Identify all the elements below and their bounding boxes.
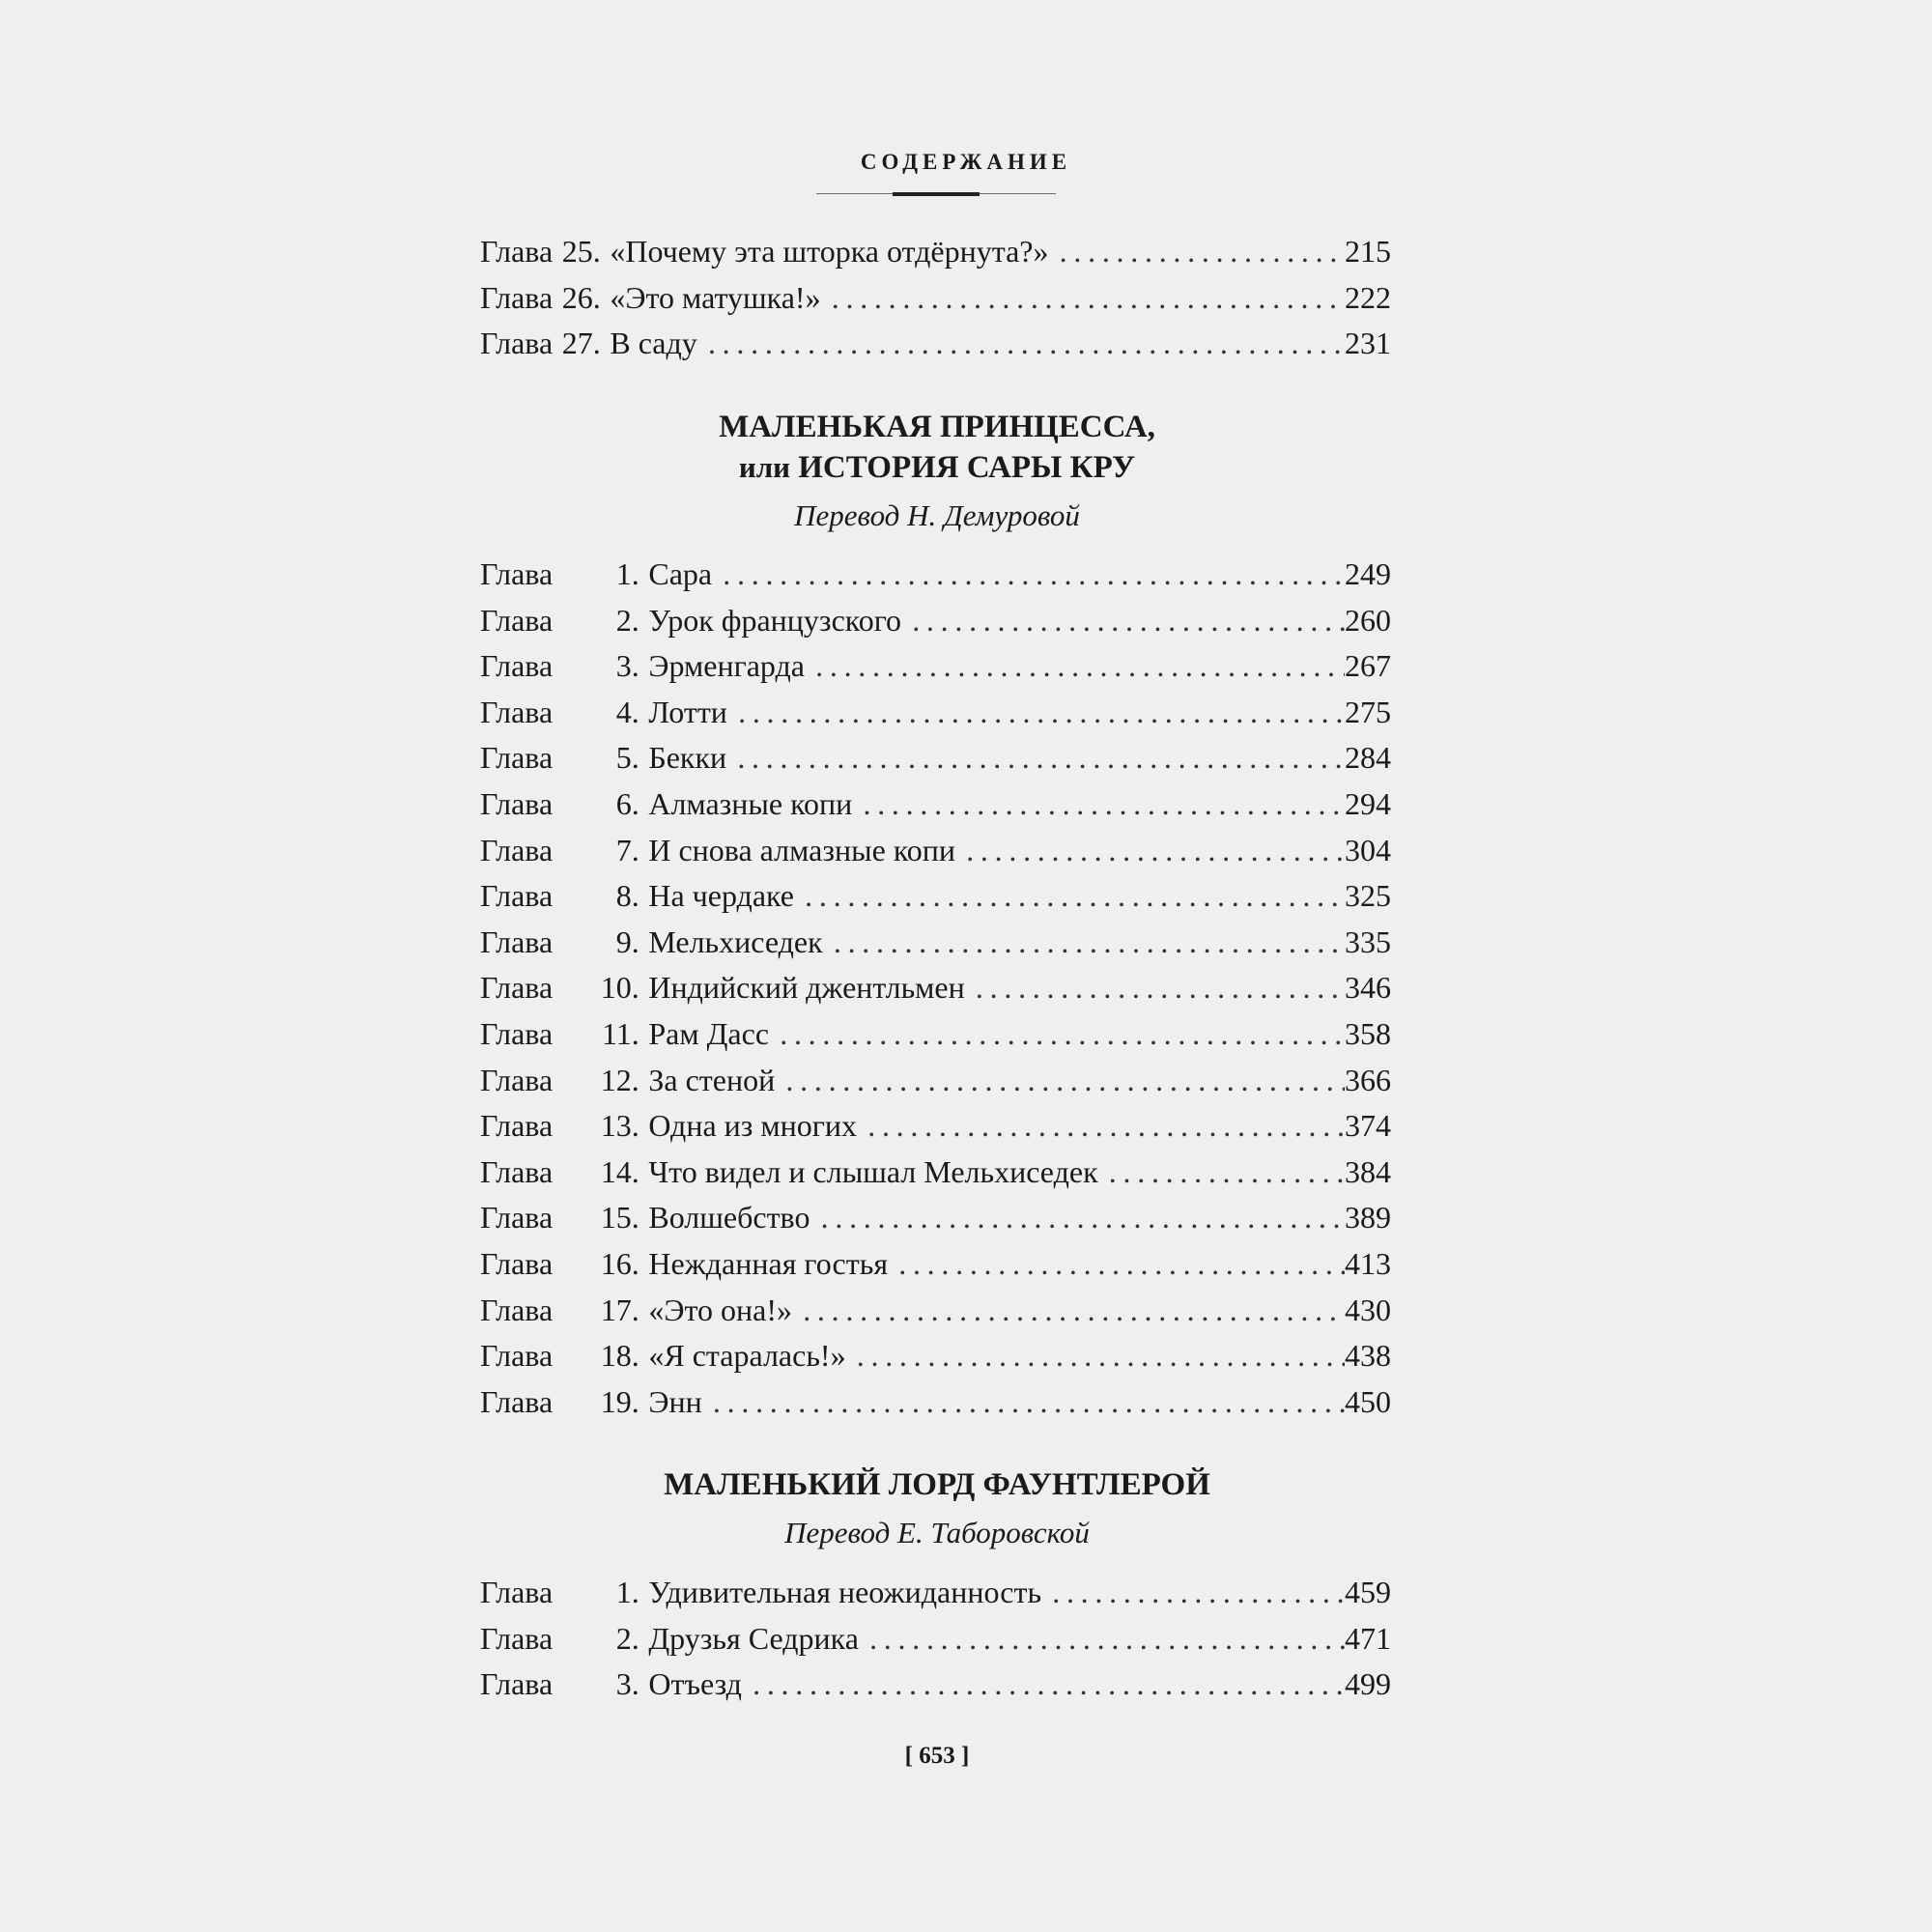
toc-entry-leader: [859, 1616, 1345, 1662]
toc-entry-leader: [821, 275, 1345, 322]
toc-entry-title: «Это она!»: [648, 1292, 793, 1327]
toc-entry-title: Отъезд: [648, 1666, 742, 1702]
toc-entry[interactable]: [480, 1195, 1391, 1241]
toc-entry-number: 3.: [615, 1666, 639, 1702]
toc-entry-label: Глава: [480, 832, 554, 867]
toc-entry-title: Лотти: [648, 694, 727, 729]
toc-entry-title: «Я старалась!»: [648, 1338, 846, 1374]
toc-entry-number: 12.: [600, 1062, 639, 1097]
toc-entry-title: Мельхиседек: [648, 923, 823, 959]
toc-entry-number: 1.: [615, 1575, 639, 1609]
toc-entry-number: 1.: [615, 556, 639, 591]
toc-entry-number: 25.: [561, 234, 601, 269]
toc-entry-leader: [726, 735, 1345, 781]
toc-entry[interactable]: [480, 1058, 1391, 1104]
book-title-conjunction: или: [738, 450, 790, 484]
toc-entry-label: Глава: [480, 279, 554, 315]
toc-entry-page: 450: [1345, 1383, 1391, 1419]
toc-entry[interactable]: [480, 735, 1391, 781]
toc-entry-number: 9.: [615, 923, 639, 959]
toc-entry-leader: [901, 598, 1345, 644]
toc-entry-label: Глава: [480, 1575, 554, 1609]
toc-entry-leader: [955, 828, 1345, 874]
book-title: МАЛЕНЬКИЙ ЛОРД ФАУНТЛЕРОЙ: [664, 1467, 1210, 1502]
toc-entry-title: Энн: [648, 1383, 702, 1419]
toc-entry-page: 389: [1345, 1200, 1391, 1236]
toc-entry-number: 14.: [600, 1153, 639, 1189]
toc-entry-label: Глава: [480, 1245, 554, 1281]
toc-entry-leader: [1098, 1150, 1345, 1196]
toc-entry-number: 11.: [601, 1015, 639, 1051]
toc-entry-leader: [857, 1103, 1345, 1150]
toc-entry[interactable]: [480, 965, 1391, 1011]
toc-entry[interactable]: [480, 873, 1391, 920]
toc-entry-title: Волшебство: [648, 1200, 810, 1236]
toc-entry[interactable]: [480, 1011, 1391, 1058]
toc-entry-number: 16.: [600, 1245, 639, 1281]
toc-entry-page: 284: [1345, 740, 1391, 776]
toc-entry-number: 2.: [615, 602, 639, 638]
toc-entry-title: «Это матушка!»: [610, 279, 821, 315]
page-number: [ 653 ]: [904, 1743, 970, 1769]
toc-entry-leader: [1048, 229, 1345, 275]
toc-entry-label: Глава: [480, 740, 554, 776]
toc-entry-label: Глава: [480, 1108, 554, 1144]
toc-entry[interactable]: [480, 321, 1391, 367]
toc-entry-title: Нежданная гостья: [648, 1245, 889, 1281]
book-title-subtitle: ИСТОРИЯ САРЫ КРУ: [798, 450, 1136, 485]
toc-entry-label: Глава: [480, 1292, 554, 1327]
toc-entry-label: Глава: [480, 556, 554, 591]
toc-entry-page: 430: [1345, 1292, 1391, 1327]
toc-entry-page: 267: [1345, 648, 1391, 684]
toc-entry-number: 8.: [615, 878, 639, 914]
toc-entry[interactable]: [480, 781, 1391, 828]
toc-entry-page: 413: [1345, 1245, 1391, 1281]
toc-entry-page: 304: [1345, 832, 1391, 867]
toc-entry-page: 231: [1345, 326, 1391, 361]
toc-section-continued: [480, 229, 1391, 367]
toc-entry-label: Глава: [480, 785, 554, 821]
toc-entry-page: 471: [1345, 1620, 1391, 1656]
toc-entry-label: Глава: [480, 970, 554, 1006]
toc-entry-leader: [888, 1241, 1345, 1288]
toc-entry-title: Эрменгарда: [648, 648, 805, 684]
toc-entry-leader: [805, 643, 1345, 690]
toc-entry-number: 18.: [600, 1338, 639, 1374]
toc-entry-title: Рам Дасс: [648, 1015, 770, 1051]
toc-entry[interactable]: [480, 1241, 1391, 1288]
toc-entry-leader: [846, 1333, 1345, 1379]
toc-entry-label: Глава: [480, 1383, 554, 1419]
toc-entry-number: 4.: [615, 694, 639, 729]
toc-entry-label: Глава: [480, 602, 554, 638]
toc-entry-label: Глава: [480, 1338, 554, 1374]
toc-entry-page: 275: [1345, 694, 1391, 729]
toc-entry-label: Глава: [480, 1200, 554, 1236]
toc-entry-title: Бекки: [648, 740, 727, 776]
toc-entry[interactable]: [480, 1616, 1391, 1662]
toc-entry-title: Друзья Седрика: [648, 1620, 859, 1656]
toc-entry-number: 17.: [600, 1292, 639, 1327]
book-title: [0, 407, 1874, 488]
book-title-line1: МАЛЕНЬКАЯ ПРИНЦЕССА,: [719, 410, 1155, 444]
toc-entry-number: 13.: [600, 1108, 639, 1144]
toc-entry-page: 249: [1345, 556, 1391, 591]
toc-entry[interactable]: [480, 1150, 1391, 1196]
toc-entry-page: 459: [1345, 1575, 1391, 1609]
toc-entry-title: Что видел и слышал Мельхиседек: [648, 1153, 1098, 1189]
toc-entry-label: Глава: [480, 1153, 554, 1189]
toc-entry-number: 19.: [600, 1383, 639, 1419]
toc-entry[interactable]: [480, 598, 1391, 644]
translator-credit: Перевод Е. Таборовской: [784, 1516, 1090, 1549]
toc-entry-number: 5.: [615, 740, 639, 776]
toc-entry[interactable]: [480, 690, 1391, 736]
toc-entry-label: Глава: [480, 878, 554, 914]
toc-entry-title: Алмазные копи: [648, 785, 853, 821]
toc-entry-leader: [769, 1011, 1345, 1058]
toc-entry-leader: [810, 1195, 1345, 1241]
toc-entry-page: 260: [1345, 602, 1391, 638]
toc-entry-leader: [792, 1288, 1345, 1334]
toc-entry-label: Глава: [480, 923, 554, 959]
toc-entry-title: И снова алмазные копи: [648, 832, 955, 867]
toc-entry-title: Сара: [648, 556, 713, 591]
toc-entry-number: 26.: [561, 279, 601, 315]
toc-entry-label: Глава: [480, 1015, 554, 1051]
toc-entry-leader: [1041, 1570, 1345, 1616]
running-head-rule-accent: [893, 192, 980, 196]
toc-entry[interactable]: [480, 1570, 1391, 1616]
toc-entry-leader: [697, 321, 1345, 367]
toc-entry[interactable]: [480, 1379, 1391, 1426]
toc-entry[interactable]: [480, 1288, 1391, 1334]
toc-entry-title: Индийский джентльмен: [648, 970, 965, 1006]
toc-entry-page: 366: [1345, 1062, 1391, 1097]
toc-entry-page: 325: [1345, 878, 1391, 914]
toc-entry-title: Одна из многих: [648, 1108, 858, 1144]
toc-entry-number: 6.: [615, 785, 639, 821]
toc-entry-label: Глава: [480, 1666, 554, 1702]
toc-entry[interactable]: [480, 229, 1391, 275]
toc-entry-leader: [712, 552, 1345, 598]
toc-entry-page: 335: [1345, 923, 1391, 959]
toc-entry-leader: [965, 965, 1345, 1011]
toc-entry-label: Глава: [480, 694, 554, 729]
toc-entry-title: В саду: [610, 326, 697, 361]
toc-entry-label: Глава: [480, 648, 554, 684]
running-head: СОДЕРЖАНИЕ: [860, 150, 1072, 174]
toc-entry-label: Глава: [480, 234, 554, 269]
toc-entry-page: 346: [1345, 970, 1391, 1006]
toc-section-book2: [480, 1570, 1391, 1708]
toc-entry-page: 438: [1345, 1338, 1391, 1374]
toc-entry-leader: [775, 1058, 1345, 1104]
toc-entry-title: Удивительная неожиданность: [648, 1575, 1042, 1609]
toc-entry-number: 27.: [561, 326, 601, 361]
toc-entry-number: 7.: [615, 832, 639, 867]
toc-entry-label: Глава: [480, 1062, 554, 1097]
toc-entry-number: 3.: [615, 648, 639, 684]
toc-entry-page: 499: [1345, 1666, 1391, 1702]
toc-entry-page: 215: [1345, 234, 1391, 269]
toc-entry-number: 15.: [600, 1200, 639, 1236]
toc-entry-label: Глава: [480, 326, 554, 361]
toc-entry[interactable]: [480, 1103, 1391, 1150]
toc-entry-page: 384: [1345, 1153, 1391, 1189]
toc-entry-number: 2.: [615, 1620, 639, 1656]
toc-entry-page: 222: [1345, 279, 1391, 315]
toc-entry-leader: [742, 1662, 1345, 1708]
toc-entry-leader: [727, 690, 1345, 736]
toc-entry-leader: [702, 1379, 1345, 1426]
toc-entry[interactable]: [480, 275, 1391, 322]
book-title-line2: [0, 447, 1874, 488]
toc-entry[interactable]: [480, 1333, 1391, 1379]
toc-entry-leader: [823, 920, 1345, 966]
toc-entry-title: «Почему эта шторка отдёрнута?»: [610, 234, 1049, 269]
toc-entry-page: 294: [1345, 785, 1391, 821]
toc-entry-leader: [794, 873, 1345, 920]
toc-entry[interactable]: [480, 1662, 1391, 1708]
toc-entry-title: Урок французского: [648, 602, 902, 638]
toc-entry-leader: [852, 781, 1345, 828]
toc-entry-title: За стеной: [648, 1062, 776, 1097]
translator-credit: Перевод Н. Демуровой: [794, 498, 1080, 532]
toc-entry[interactable]: [480, 920, 1391, 966]
toc-entry-label: Глава: [480, 1620, 554, 1656]
toc-entry-page: 374: [1345, 1108, 1391, 1144]
toc-entry-number: 10.: [600, 970, 639, 1006]
toc-entry-page: 358: [1345, 1015, 1391, 1051]
toc-entry-title: На чердаке: [648, 878, 794, 914]
toc-entry[interactable]: [480, 643, 1391, 690]
toc-section-book1: [480, 552, 1391, 1425]
toc-entry[interactable]: [480, 552, 1391, 598]
toc-entry[interactable]: [480, 828, 1391, 874]
